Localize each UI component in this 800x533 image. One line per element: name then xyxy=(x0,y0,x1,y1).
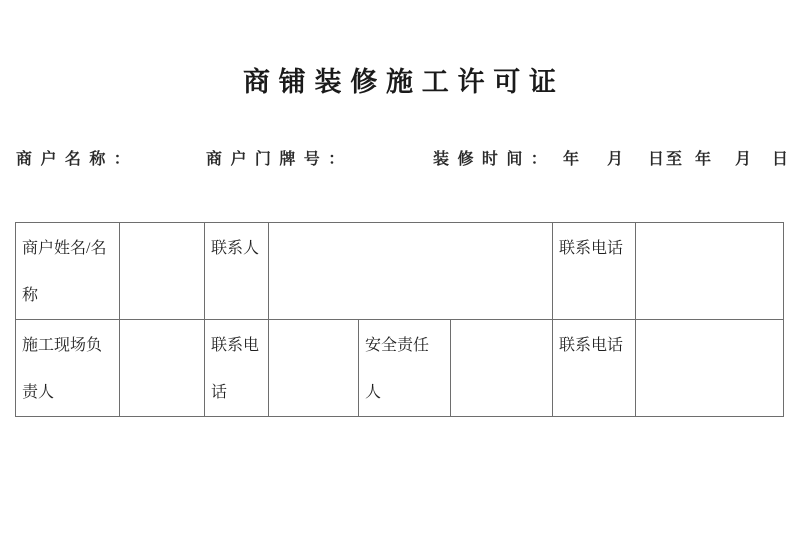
cell-site-manager-label: 施工现场负责人 xyxy=(16,320,120,417)
merchant-name-label: 商 户 名 称 ： xyxy=(16,151,132,168)
date-token-month-end: 月 xyxy=(735,151,754,168)
table-row-merchant xyxy=(16,223,784,320)
cell-contact-phone-value xyxy=(636,223,784,320)
cell-safety-phone-value xyxy=(636,320,784,417)
cell-safety-phone-label: 联系电话 xyxy=(553,320,636,417)
cell-site-phone-value xyxy=(269,320,359,417)
cell-safety-officer-label: 安全责任人 xyxy=(359,320,451,417)
cell-contact-phone-label: 联系电话 xyxy=(553,223,636,320)
cell-contact-person-label: 联系人 xyxy=(205,223,269,320)
date-token-month-start: 月 xyxy=(607,151,626,168)
table-row-site xyxy=(16,320,784,417)
renovation-time-label: 装 修 时 间 ： xyxy=(433,151,549,168)
cell-safety-officer-value xyxy=(451,320,553,417)
form-fields-row xyxy=(0,146,800,168)
cell-contact-person-value xyxy=(269,223,553,320)
date-token-day-end: 日 xyxy=(772,151,791,168)
cell-site-manager-value xyxy=(120,320,205,417)
date-token-year-start: 年 xyxy=(563,151,582,168)
date-token-day-to: 日至 xyxy=(648,151,685,168)
document-title: 商 铺 装 修 施 工 许 可 证 xyxy=(243,67,557,97)
merchant-door-number-label: 商 户 门 牌 号 ： xyxy=(206,151,347,168)
cell-site-phone-label: 联系电话 xyxy=(205,320,269,417)
date-token-year-end: 年 xyxy=(695,151,714,168)
cell-merchant-name-label: 商户姓名/名称 xyxy=(16,223,120,320)
info-table xyxy=(15,222,784,417)
cell-merchant-name-value xyxy=(120,223,205,320)
